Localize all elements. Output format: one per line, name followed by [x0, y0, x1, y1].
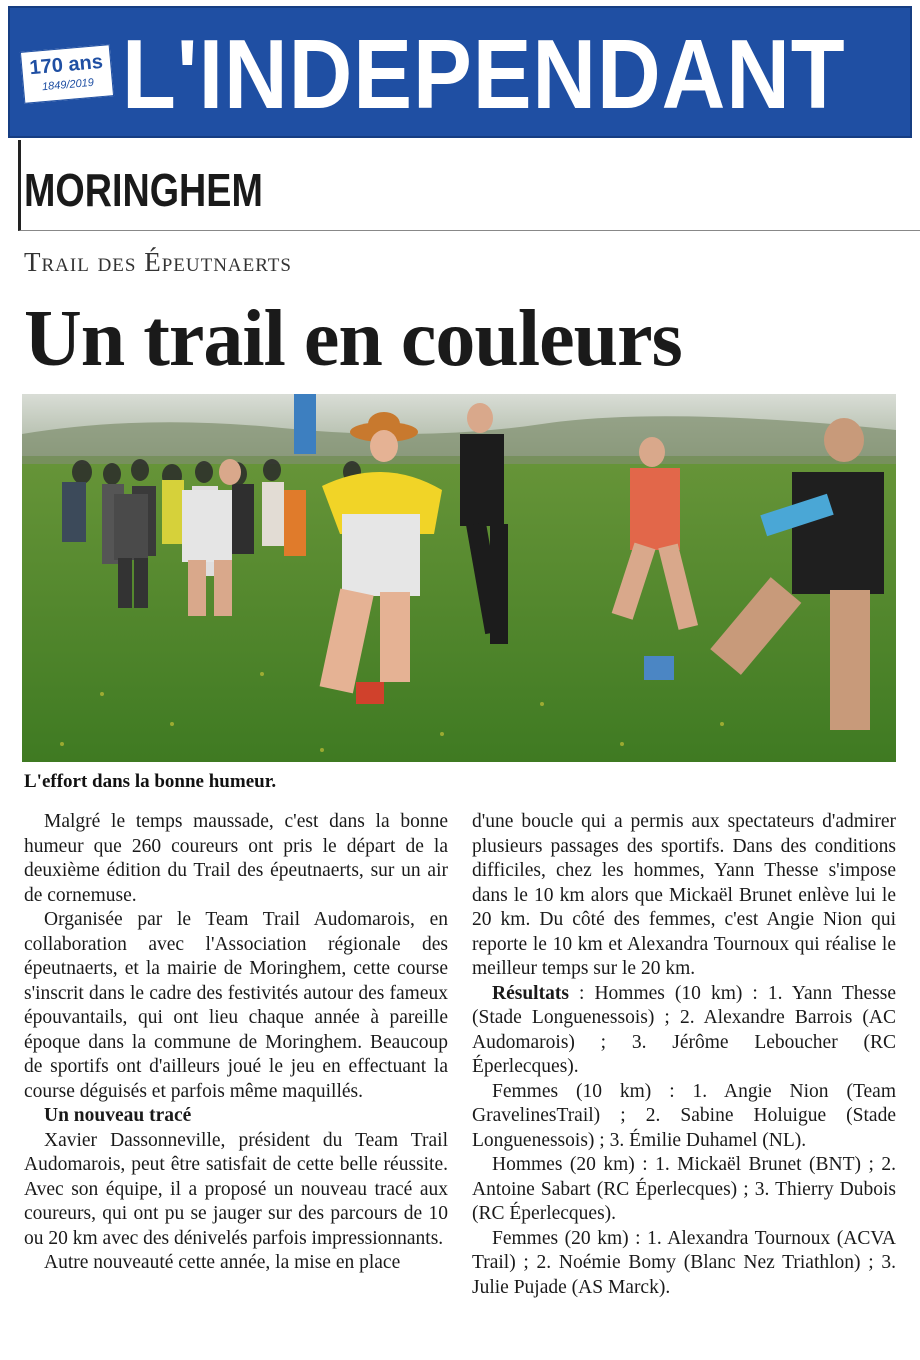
anniversary-badge [20, 44, 114, 104]
article-paragraph: Malgré le temps maussade, c'est dans la bonne humeur que 260 coureurs ont pris le départ de la deuxième édition du Trail des épeutnaerts, sur un air de cornemuse. [24, 811, 448, 906]
article-photo [22, 394, 896, 762]
badge-years: 170 ans [28, 50, 104, 80]
article-paragraph: Xavier Dassonneville, président du Team Trail Audomarois, peut être satisfait de cette belle réussite. Avec son équipe, il a proposé un nouveau tracé aux coureurs, qui ont pu se jauger sur des parcours de 10 ou 20 km avec des dénivelés parfois impressionnants. [24, 1129, 448, 1249]
article-column-left [24, 810, 448, 1276]
article-paragraph: d'une boucle qui a permis aux spectateurs d'admirer plusieurs passages des sportifs. Dans des conditions difficiles, chez les hommes, Yann Thesse s'impose dans le 10 km alors que Mickaël Brunet enlève lui le 20 km. Du côté des femmes, c'est Angie Nion qui reporte le 10 km et Alexandra Tournoux qui réalise le meilleur temps sur le 20 km. [472, 811, 896, 979]
article-paragraph: Organisée par le Team Trail Audomarois, en collaboration avec l'Association régionale des épeutnaerts, et la mairie de Moringhem, cette course s'inscrit dans le cadre des festivités autour des fameux épouvantails, qui ont lieu chaque année à pareille époque dans la commune de Moringhem. Beaucoup de sportifs ont d'ailleurs joué le jeu en effectuant la course déguisés et parfois même maquillés. [24, 909, 448, 1102]
badge-span: 1849/2019 [41, 76, 95, 94]
section-town: MORINGHEM [24, 164, 263, 216]
photo-caption: L'effort dans la bonne humeur. [24, 771, 277, 792]
results-label: Résultats [492, 982, 569, 1004]
results-women-20km: Femmes (20 km) : 1. Alexandra Tournoux (ACVA Trail) ; 2. Noémie Bomy (Blanc Nez Triathlon) ; 3. Julie Pujade (AS Marck). [472, 1227, 896, 1298]
newspaper-name: L'INDEPENDANT [122, 19, 846, 129]
masthead [8, 6, 912, 138]
article-column-right [472, 810, 896, 1300]
results-men-20km: Hommes (20 km) : 1. Mickaël Brunet (BNT) ; 2. Antoine Sabart (RC Éperlecques) ; 3. Thierry Dubois (RC Éperlecques). [472, 1154, 896, 1224]
article-subhead: Un nouveau tracé [44, 1105, 192, 1126]
article-paragraph: Autre nouveauté cette année, la mise en place [44, 1252, 401, 1273]
results-women-10km: Femmes (10 km) : 1. Angie Nion (Team GravelinesTrail) ; 2. Sabine Holuigue (Stade Longuenessois) ; 3. Émilie Duhamel (NL). [472, 1080, 896, 1151]
results-men-10km-text: : Hommes (10 km) : 1. Yann Thesse (Stade Longuenessois) ; 2. Alexandre Barrois (AC Audomarois) ; 3. Jérôme Leboucher (RC Éperlecques). [472, 982, 896, 1077]
results-men-10km [472, 982, 896, 1080]
article-kicker: Trail des Épeutnaerts [24, 247, 292, 277]
article-headline: Un trail en couleurs [24, 295, 682, 383]
